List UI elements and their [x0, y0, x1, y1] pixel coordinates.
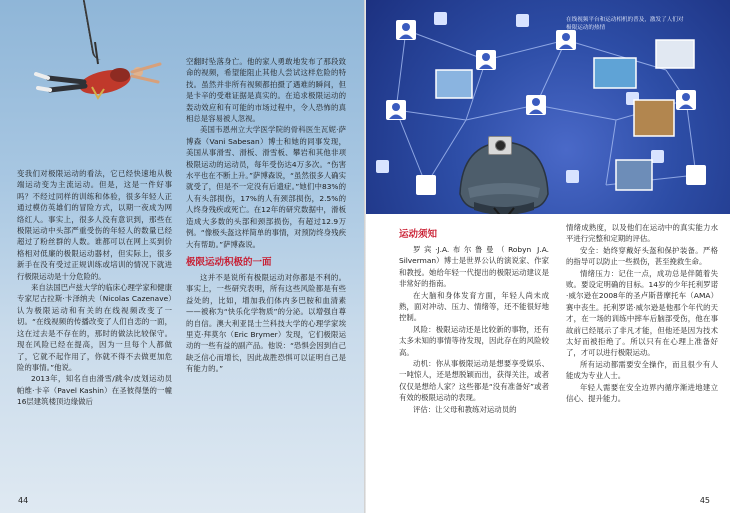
left-page [0, 0, 364, 513]
paragraph: 变我们对极限运动的看法，它已经快速地从极端运动变为主流运动。但是，这是一件好事吗？不经过同样的训练和体验，很多年轻人正通过模仿英雄们的冒险方式，以期一夜成为网络红人。事实上，很多人没有意识到，那些在极限运动中头部严重受伤的年轻人的数量已经超过了粉丝群的人数。谁都可以在网上买到价格相对低廉的极限运动器材，但实际上，很多新手在没有受过正规训练或培训的情况下就进行极限运动是十分危险的。 [17, 169, 172, 281]
action-camera-illustration [488, 136, 512, 155]
left-column-1 [17, 168, 172, 408]
paragraph: 2013年，知名自由滑雪/跳伞/皮划运动员帕维·卡辛（Pavel Kashin）在圣彼得堡的一幢16层建筑楼顶边缘做后 [17, 374, 172, 407]
paragraph: 情绪压力：记住一点，成功总是伴随着失败。要设定明确的目标。14岁的少年托利罗诺·威尔逊在2008年的圣卢斯普摩托车（AMA）赛中丧生。托利罗诺·威尔逊是他那个年代的天才，在一场的训练中摔车后脑部受伤，他在事故前已经展示了非凡才能，但他还是因为技术太好而被拒绝了。所以只有在心理上准备好了，才可以进行极限运动。 [566, 268, 718, 358]
bungee-jumper-illustration [20, 42, 170, 112]
paragraph: 来自法国巴卢兹大学的临床心理学家和健康专家尼古拉斯·卡泽纳夫（Nicolas Cazenave）认为极限运动和有关的在线视频改变了一切。“在线视频的传播改变了人们自恋的一面，这在过去是不存在的，那时的做法比较保守。现在风险已经在提高，因为一旦每个人都做了，它就不起作用了，你就不得不去做更加危险的事情。”他说。 [17, 283, 172, 372]
hero-image [366, 0, 730, 214]
page-number: 44 [18, 496, 29, 505]
right-column-1 [399, 222, 549, 415]
paragraph: 所有运动都需要安全操作，而且很少有人能成为专业人士。 [566, 359, 718, 381]
paragraph: 风险：极限运动还是比较新的事物，还有太多未知的事情等待发现，因此存在的风险较高。 [399, 324, 549, 357]
right-page [366, 0, 730, 513]
section-heading: 运动须知 [399, 229, 438, 240]
section-heading: 极限运动积极的一面 [186, 256, 272, 268]
paragraph: 在大脑和身体发育方面，年轻人尚未成熟，面对冲动、压力、情绪等，还不能很好地控制。 [399, 290, 549, 323]
hero-caption: 在线视频平台和运动相机的普及，激发了人们对极限运动的热情 [566, 17, 684, 31]
paragraph: 评估：让父母和教练对运动员的 [413, 404, 517, 414]
paragraph: 这并不是说所有极限运动对你都是不利的。事实上，一些研究表明，所有这些风险都是有些益处的，比如，增加我们体内多巴胺和血清素——被称为“快乐化学物质”的分泌。以增强自尊的自信。澳大利亚昆士兰科技大学的心理学家埃里克·拜莫尔（Eric Brymer）发现，它们极限运动的一些有益的副产品。他说：“恐惧会因到自己缺乏信心而增长，因此战胜恐惧可以证明自己是有能力的。” [186, 272, 346, 374]
paragraph: 空翻时坠落身亡。他的家人勇敢地发布了那段致命的视频，希望能阻止其他人尝试这样危险的特技。虽然并非所有视频都拍摄了遇难的瞬间，但是卡辛的受难证据是真实的。在追求极限运动的轰动效应和有可能的市场过程中，令人恐怖的真相总是容易被人忽视。 [186, 57, 346, 124]
paragraph: 情绪成熟度，以及他们在运动中的真实能力水平进行完整和定期的评估。 [566, 223, 718, 244]
right-column-2 [566, 222, 718, 405]
page-number: 45 [699, 496, 710, 505]
left-column-2 [186, 56, 346, 375]
paragraph: 罗宾·J.A.布尔鲁曼（Robyn J.A. Silverman）博士是世界公认的演说家、作家和教授。她给年轻一代提出的极限运动建议是非常好的指南。 [399, 245, 549, 289]
paragraph: 年轻人需要在安全边界内循序渐进地建立信心、提升能力。 [566, 382, 718, 404]
paragraph: 安全：始终穿戴好头盔和保护装备。严格的指导可以防止一些损伤，甚至挽救生命。 [566, 245, 718, 267]
paragraph: 美国韦恩州立大学医学院的骨科医生瓦妮·萨博森（Vani Sabesan）博士和她的同事发现，美国从事滑雪、滑板、滑雪板、攀岩和其他非项极限运动的运动员，每年受伤达4万多次。“伤害水平也在不断上升。”萨博森说，“虽然很多人确实就受了，但是不一定没有后遗症。”她们中83%的人有头部损伤，17%的人有颈部损伤，2.5%的人终身残疾或死亡。在12年的研究数据中，滑板造成大多数的头部和颈部损伤，有超过12.9万例。“像极头盔这样简单的事情，对预防终身残疾大有帮助。”萨博森说。 [186, 125, 346, 249]
paragraph: 动机：你从事极限运动是想要享受娱乐、一吨惊人，还是想脱颖而出，获得关注，或者仅仅是想给人家？这些都是“没有准备好”或者有效的极限运动的表现。 [399, 359, 549, 403]
